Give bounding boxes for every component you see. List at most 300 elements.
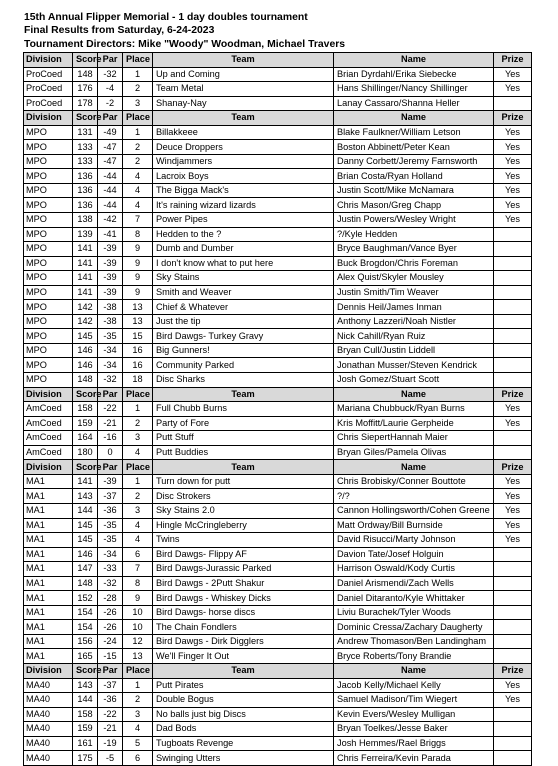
cell-place: 4: [123, 445, 153, 460]
table-row: [24, 678, 532, 693]
cell-prize: Yes: [494, 518, 532, 533]
table-row: [24, 314, 532, 329]
cell-score: 136: [73, 198, 98, 213]
cell-prize: Yes: [494, 474, 532, 489]
cell-score: 131: [73, 125, 98, 140]
cell-par: -39: [98, 256, 123, 271]
cell-place: 1: [123, 678, 153, 693]
cell-place: 4: [123, 198, 153, 213]
column-header-par: Par: [98, 387, 123, 402]
cell-score: 148: [73, 576, 98, 591]
table-row: [24, 547, 532, 562]
cell-name: Daniel Ditaranto/Kyle Whittaker: [334, 591, 494, 606]
cell-score: 145: [73, 533, 98, 548]
cell-name: Josh Hemmes/Rael Briggs: [334, 736, 494, 751]
cell-division: AmCoed: [24, 431, 73, 446]
cell-team: Big Gunners!: [153, 343, 334, 358]
cell-team: Swinging Utters: [153, 751, 334, 766]
cell-prize: [494, 373, 532, 388]
cell-prize: [494, 605, 532, 620]
cell-team: Bird Dawgs- Flippy AF: [153, 547, 334, 562]
cell-name: Justin Smith/Tim Weaver: [334, 285, 494, 300]
cell-place: 15: [123, 329, 153, 344]
cell-name: Chris Brobisky/Conner Bouttote: [334, 474, 494, 489]
cell-par: -35: [98, 329, 123, 344]
cell-team: Turn down for putt: [153, 474, 334, 489]
cell-place: 3: [123, 503, 153, 518]
cell-team: Dad Bods: [153, 722, 334, 737]
table-row: [24, 125, 532, 140]
cell-place: 2: [123, 416, 153, 431]
cell-name: Samuel Madison/Tim Wiegert: [334, 693, 494, 708]
cell-score: 141: [73, 256, 98, 271]
table-row: [24, 67, 532, 82]
cell-name: Andrew Thomason/Ben Landingham: [334, 634, 494, 649]
cell-team: Power Pipes: [153, 213, 334, 228]
column-header-name: Name: [334, 460, 494, 475]
cell-score: 158: [73, 402, 98, 417]
cell-par: -2: [98, 96, 123, 111]
cell-name: Blake Faulkner/William Letson: [334, 125, 494, 140]
cell-par: -33: [98, 562, 123, 577]
cell-par: -34: [98, 343, 123, 358]
cell-par: -36: [98, 503, 123, 518]
cell-prize: Yes: [494, 503, 532, 518]
column-header-name: Name: [334, 111, 494, 126]
cell-prize: Yes: [494, 169, 532, 184]
column-header-place: Place: [123, 111, 153, 126]
cell-par: -47: [98, 140, 123, 155]
table-row: [24, 634, 532, 649]
cell-name: David Risucci/Marty Johnson: [334, 533, 494, 548]
table-row: [24, 649, 532, 664]
cell-score: 142: [73, 314, 98, 329]
cell-score: 138: [73, 213, 98, 228]
cell-score: 146: [73, 547, 98, 562]
cell-prize: [494, 300, 532, 315]
cell-score: 142: [73, 300, 98, 315]
table-row: [24, 343, 532, 358]
table-row: [24, 562, 532, 577]
tournament-directors: Tournament Directors: Mike "Woody" Woodman, Michael Travers: [24, 38, 346, 50]
cell-score: 136: [73, 169, 98, 184]
cell-division: ProCoed: [24, 82, 73, 97]
document-header: [24, 11, 345, 51]
table-row: [24, 416, 532, 431]
cell-par: -22: [98, 707, 123, 722]
cell-par: -49: [98, 125, 123, 140]
cell-team: Bird Dawgs- horse discs: [153, 605, 334, 620]
cell-division: AmCoed: [24, 416, 73, 431]
cell-prize: [494, 227, 532, 242]
cell-name: Cannon Hollingsworth/Cohen Greene: [334, 503, 494, 518]
cell-par: -22: [98, 402, 123, 417]
cell-place: 2: [123, 693, 153, 708]
cell-score: 148: [73, 373, 98, 388]
cell-par: -37: [98, 678, 123, 693]
cell-team: Just the tip: [153, 314, 334, 329]
tournament-title: 15th Annual Flipper Memorial - 1 day doubles tournament: [24, 12, 308, 23]
cell-par: -47: [98, 154, 123, 169]
cell-place: 2: [123, 82, 153, 97]
table-row: [24, 140, 532, 155]
table-row: [24, 213, 532, 228]
cell-team: It's raining wizard lizards: [153, 198, 334, 213]
column-header-score: Score: [73, 53, 98, 68]
cell-division: MPO: [24, 198, 73, 213]
cell-prize: [494, 634, 532, 649]
table-row: [24, 693, 532, 708]
cell-place: 4: [123, 169, 153, 184]
cell-place: 2: [123, 154, 153, 169]
cell-place: 9: [123, 591, 153, 606]
cell-prize: [494, 751, 532, 766]
cell-place: 9: [123, 271, 153, 286]
cell-team: Party of Fore: [153, 416, 334, 431]
cell-team: Hedden to the ?: [153, 227, 334, 242]
cell-prize: Yes: [494, 213, 532, 228]
cell-name: Jacob Kelly/Michael Kelly: [334, 678, 494, 693]
cell-team: Bird Dawgs - Dirk Digglers: [153, 634, 334, 649]
cell-name: Bryan Giles/Pamela Olivas: [334, 445, 494, 460]
cell-division: MA1: [24, 576, 73, 591]
column-header-division: Division: [24, 111, 73, 126]
column-header-name: Name: [334, 53, 494, 68]
cell-prize: [494, 445, 532, 460]
cell-score: 144: [73, 693, 98, 708]
cell-prize: [494, 256, 532, 271]
cell-division: MA40: [24, 751, 73, 766]
cell-score: 139: [73, 227, 98, 242]
table-row: [24, 591, 532, 606]
results-table: [23, 52, 532, 766]
cell-par: -34: [98, 547, 123, 562]
cell-team: Bird Dawgs- Turkey Gravy: [153, 329, 334, 344]
cell-team: Smith and Weaver: [153, 285, 334, 300]
cell-par: -44: [98, 169, 123, 184]
cell-division: MA1: [24, 518, 73, 533]
cell-par: -42: [98, 213, 123, 228]
cell-prize: Yes: [494, 183, 532, 198]
cell-par: -24: [98, 634, 123, 649]
cell-score: 178: [73, 96, 98, 111]
cell-par: -19: [98, 736, 123, 751]
cell-par: -41: [98, 227, 123, 242]
cell-team: Bird Dawgs-Jurassic Parked: [153, 562, 334, 577]
table-row: [24, 256, 532, 271]
cell-place: 3: [123, 431, 153, 446]
cell-division: ProCoed: [24, 67, 73, 82]
cell-score: 159: [73, 416, 98, 431]
cell-team: Chief & Whatever: [153, 300, 334, 315]
cell-prize: [494, 707, 532, 722]
cell-team: Team Metal: [153, 82, 334, 97]
cell-team: Putt Pirates: [153, 678, 334, 693]
cell-par: -21: [98, 416, 123, 431]
cell-place: 1: [123, 474, 153, 489]
cell-team: I don't know what to put here: [153, 256, 334, 271]
cell-name: Mariana Chubbuck/Ryan Burns: [334, 402, 494, 417]
cell-place: 4: [123, 518, 153, 533]
column-header-score: Score: [73, 387, 98, 402]
cell-prize: [494, 314, 532, 329]
cell-prize: [494, 96, 532, 111]
cell-prize: [494, 576, 532, 591]
cell-name: Bryce Baughman/Vance Byer: [334, 242, 494, 257]
cell-division: MPO: [24, 373, 73, 388]
cell-score: 143: [73, 489, 98, 504]
cell-prize: Yes: [494, 82, 532, 97]
cell-place: 8: [123, 576, 153, 591]
cell-team: Deuce Droppers: [153, 140, 334, 155]
cell-par: -37: [98, 489, 123, 504]
cell-name: Chris SiepertHannah Maier: [334, 431, 494, 446]
cell-division: MPO: [24, 314, 73, 329]
cell-score: 145: [73, 518, 98, 533]
cell-division: MA40: [24, 678, 73, 693]
cell-par: -36: [98, 693, 123, 708]
table-row: [24, 533, 532, 548]
cell-division: MPO: [24, 227, 73, 242]
table-row: [24, 169, 532, 184]
column-header-prize: Prize: [494, 460, 532, 475]
cell-prize: [494, 547, 532, 562]
cell-place: 4: [123, 533, 153, 548]
table-row: [24, 271, 532, 286]
results-date: Final Results from Saturday, 6-24-2023: [24, 25, 215, 37]
cell-name: Chris Ferreira/Kevin Parada: [334, 751, 494, 766]
cell-par: -39: [98, 271, 123, 286]
cell-prize: [494, 285, 532, 300]
cell-par: -32: [98, 576, 123, 591]
cell-prize: Yes: [494, 154, 532, 169]
cell-prize: [494, 271, 532, 286]
cell-division: MPO: [24, 213, 73, 228]
cell-prize: [494, 358, 532, 373]
cell-name: Bryce Roberts/Tony Brandie: [334, 649, 494, 664]
table-row: [24, 736, 532, 751]
cell-par: -39: [98, 242, 123, 257]
column-header-prize: Prize: [494, 387, 532, 402]
column-header-par: Par: [98, 460, 123, 475]
cell-division: MPO: [24, 125, 73, 140]
table-row: [24, 707, 532, 722]
cell-prize: Yes: [494, 533, 532, 548]
column-header-division: Division: [24, 53, 73, 68]
cell-par: -26: [98, 620, 123, 635]
column-header-score: Score: [73, 111, 98, 126]
cell-name: Chris Mason/Greg Chapp: [334, 198, 494, 213]
cell-place: 16: [123, 358, 153, 373]
cell-score: 161: [73, 736, 98, 751]
table-row: [24, 285, 532, 300]
cell-name: Bryan Toelkes/Jesse Baker: [334, 722, 494, 737]
cell-team: Dumb and Dumber: [153, 242, 334, 257]
cell-par: -38: [98, 314, 123, 329]
cell-place: 6: [123, 547, 153, 562]
cell-division: MPO: [24, 285, 73, 300]
cell-team: No balls just big Discs: [153, 707, 334, 722]
cell-score: 146: [73, 358, 98, 373]
cell-prize: Yes: [494, 140, 532, 155]
cell-division: MA1: [24, 474, 73, 489]
column-header-place: Place: [123, 663, 153, 678]
cell-place: 2: [123, 489, 153, 504]
cell-prize: Yes: [494, 125, 532, 140]
column-header-score: Score: [73, 663, 98, 678]
cell-team: Putt Buddies: [153, 445, 334, 460]
cell-division: AmCoed: [24, 402, 73, 417]
cell-division: MA1: [24, 533, 73, 548]
cell-prize: [494, 431, 532, 446]
table-row: [24, 154, 532, 169]
cell-division: MPO: [24, 271, 73, 286]
cell-place: 18: [123, 373, 153, 388]
cell-division: MPO: [24, 300, 73, 315]
cell-division: MA1: [24, 649, 73, 664]
cell-name: Justin Scott/Mike McNamara: [334, 183, 494, 198]
cell-score: 148: [73, 67, 98, 82]
cell-score: 136: [73, 183, 98, 198]
cell-prize: [494, 736, 532, 751]
cell-score: 144: [73, 503, 98, 518]
cell-name: Anthony Lazzeri/Noah Nistler: [334, 314, 494, 329]
cell-name: Davion Tate/Josef Holguin: [334, 547, 494, 562]
column-header-place: Place: [123, 460, 153, 475]
cell-team: Disc Sharks: [153, 373, 334, 388]
cell-prize: Yes: [494, 489, 532, 504]
cell-name: Danny Corbett/Jeremy Farnsworth: [334, 154, 494, 169]
table-row: [24, 503, 532, 518]
cell-division: MA1: [24, 634, 73, 649]
cell-score: 175: [73, 751, 98, 766]
table-row: [24, 445, 532, 460]
cell-score: 154: [73, 605, 98, 620]
cell-name: Brian Dyrdahl/Erika Siebecke: [334, 67, 494, 82]
cell-score: 152: [73, 591, 98, 606]
cell-division: MA1: [24, 620, 73, 635]
cell-division: MA40: [24, 736, 73, 751]
cell-score: 165: [73, 649, 98, 664]
cell-team: Hingle McCringleberry: [153, 518, 334, 533]
table-row: [24, 605, 532, 620]
table-row: [24, 358, 532, 373]
cell-division: MPO: [24, 169, 73, 184]
cell-division: MA1: [24, 547, 73, 562]
cell-par: -5: [98, 751, 123, 766]
cell-par: -32: [98, 67, 123, 82]
cell-prize: [494, 591, 532, 606]
cell-place: 10: [123, 620, 153, 635]
cell-par: -26: [98, 605, 123, 620]
section-header-row: [24, 460, 532, 475]
column-header-team: Team: [153, 663, 334, 678]
column-header-par: Par: [98, 663, 123, 678]
cell-par: -34: [98, 358, 123, 373]
cell-place: 5: [123, 736, 153, 751]
table-row: [24, 431, 532, 446]
cell-division: MA40: [24, 707, 73, 722]
cell-team: Bird Dawgs - 2Putt Shakur: [153, 576, 334, 591]
cell-name: ?/?: [334, 489, 494, 504]
table-row: [24, 198, 532, 213]
cell-place: 8: [123, 227, 153, 242]
cell-prize: [494, 722, 532, 737]
cell-name: Dominic Cressa/Zachary Daugherty: [334, 620, 494, 635]
cell-team: Tugboats Revenge: [153, 736, 334, 751]
cell-name: Brian Costa/Ryan Holland: [334, 169, 494, 184]
cell-par: -16: [98, 431, 123, 446]
cell-place: 6: [123, 751, 153, 766]
cell-place: 9: [123, 256, 153, 271]
cell-place: 13: [123, 314, 153, 329]
cell-place: 7: [123, 213, 153, 228]
cell-par: -28: [98, 591, 123, 606]
cell-team: Full Chubb Burns: [153, 402, 334, 417]
cell-team: Windjammers: [153, 154, 334, 169]
cell-prize: [494, 562, 532, 577]
column-header-name: Name: [334, 663, 494, 678]
cell-division: MA1: [24, 591, 73, 606]
cell-team: Community Parked: [153, 358, 334, 373]
column-header-division: Division: [24, 460, 73, 475]
cell-name: Kris Moffitt/Laurie Gerpheide: [334, 416, 494, 431]
cell-team: Lacroix Boys: [153, 169, 334, 184]
cell-prize: [494, 649, 532, 664]
table-row: [24, 489, 532, 504]
cell-score: 180: [73, 445, 98, 460]
column-header-place: Place: [123, 53, 153, 68]
table-row: [24, 373, 532, 388]
cell-division: MPO: [24, 358, 73, 373]
cell-place: 10: [123, 605, 153, 620]
cell-name: Harrison Oswald/Kody Curtis: [334, 562, 494, 577]
cell-score: 141: [73, 271, 98, 286]
cell-place: 3: [123, 707, 153, 722]
cell-score: 141: [73, 285, 98, 300]
cell-score: 156: [73, 634, 98, 649]
cell-division: MPO: [24, 154, 73, 169]
cell-team: The Bigga Mack's: [153, 183, 334, 198]
cell-division: MA1: [24, 605, 73, 620]
cell-name: Lanay Cassaro/Shanna Heller: [334, 96, 494, 111]
cell-team: Sky Stains: [153, 271, 334, 286]
cell-score: 176: [73, 82, 98, 97]
column-header-par: Par: [98, 111, 123, 126]
cell-name: Daniel Arismendi/Zach Wells: [334, 576, 494, 591]
cell-score: 145: [73, 329, 98, 344]
column-header-prize: Prize: [494, 663, 532, 678]
table-row: [24, 227, 532, 242]
cell-prize: [494, 620, 532, 635]
cell-par: -15: [98, 649, 123, 664]
table-row: [24, 751, 532, 766]
cell-name: ?/Kyle Hedden: [334, 227, 494, 242]
cell-name: Nick Cahill/Ryan Ruiz: [334, 329, 494, 344]
cell-par: -4: [98, 82, 123, 97]
cell-team: Sky Stains 2.0: [153, 503, 334, 518]
cell-team: Double Bogus: [153, 693, 334, 708]
cell-name: Justin Powers/Wesley Wright: [334, 213, 494, 228]
column-header-division: Division: [24, 663, 73, 678]
cell-score: 141: [73, 474, 98, 489]
cell-score: 143: [73, 678, 98, 693]
cell-par: -44: [98, 183, 123, 198]
cell-name: Matt Ordway/Bill Burnside: [334, 518, 494, 533]
cell-prize: Yes: [494, 402, 532, 417]
cell-prize: [494, 343, 532, 358]
cell-prize: Yes: [494, 416, 532, 431]
